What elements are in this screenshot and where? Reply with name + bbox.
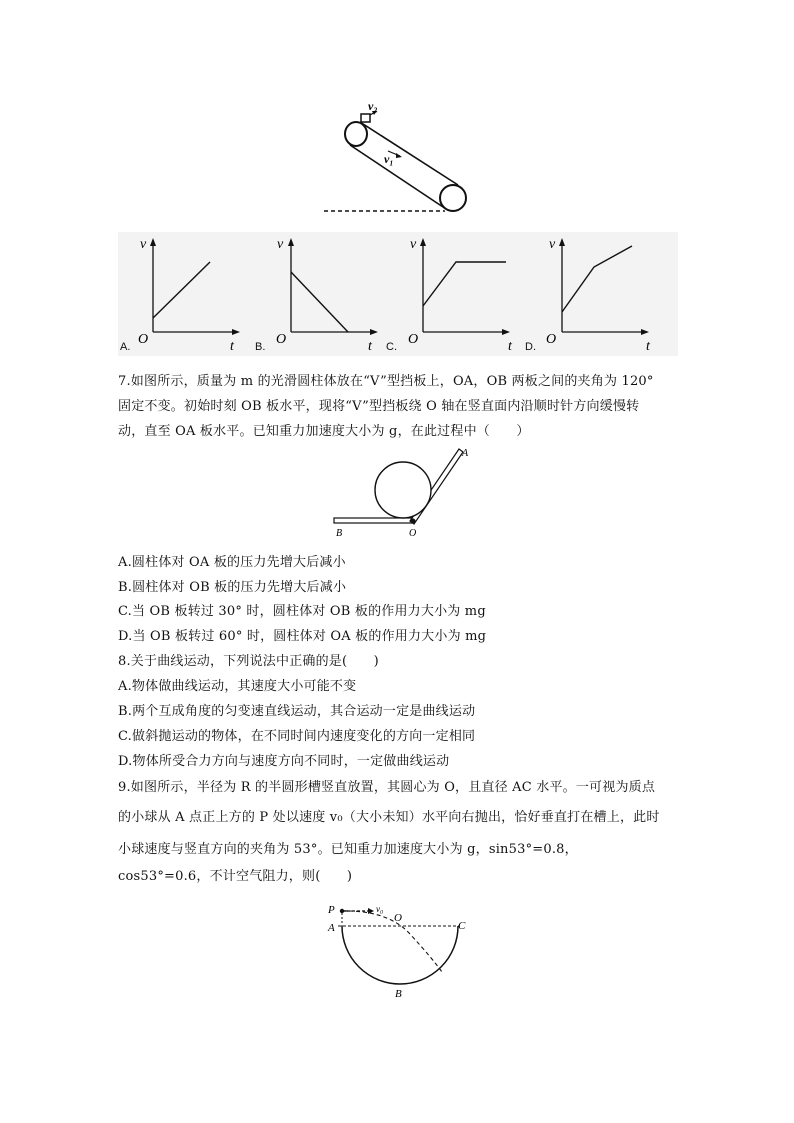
q7-option-c: C.当 OB 板转过 30° 时，圆柱体对 OB 板的作用力大小为 mg <box>118 604 486 619</box>
label-o: O <box>409 528 417 539</box>
svg-text:O: O <box>138 332 149 347</box>
graph-option-d: D. <box>525 341 536 353</box>
q7-line-2: 固定不变。初始时刻 OB 板水平，现将“V”型挡板绕 O 轴在竖直面内沿顺时针方向缓慢转 <box>118 399 640 414</box>
q9-line-2: 的小球从 A 点正上方的 P 处以速度 v₀（大小未知）水平向右抛出，恰好垂直打在槽上，此时 <box>118 810 660 825</box>
svg-text:t: t <box>646 339 650 354</box>
graph-c <box>408 237 513 354</box>
q7-line-1: 7.如图所示，质量为 m 的光滑圆柱体放在“V”型挡板上，OA，OB 两板之间的夹角为 120° <box>118 374 654 389</box>
label-o: O <box>394 912 402 924</box>
label-v0: v₀ <box>376 904 384 914</box>
label-b: B <box>395 988 402 1000</box>
graph-b <box>276 237 378 354</box>
label-p: P <box>328 904 335 916</box>
graph-option-a: A. <box>120 341 131 353</box>
svg-text:v: v <box>410 237 417 252</box>
q9-line-3: 小球速度与竖直方向的夹角为 53°。已知重力加速度大小为 g，sin53°=0.8， <box>118 842 578 857</box>
q7-option-d: D.当 OB 板转过 60° 时，圆柱体对 OA 板的作用力大小为 mg <box>118 629 487 644</box>
v1-label: v₁ <box>384 152 394 166</box>
svg-text:t: t <box>508 339 512 354</box>
q7-line-3: 动，直至 OA 板水平。已知重力加速度大小为 g，在此过程中（ ） <box>118 424 530 439</box>
label-c: C <box>458 920 466 932</box>
q8-stem: 8.关于曲线运动，下列说法中正确的是( ) <box>118 654 379 669</box>
label-a: A <box>462 448 469 459</box>
q7-option-b: B.圆柱体对 OB 板的压力先增大后减小 <box>118 580 347 595</box>
vt-graphs-panel <box>118 232 678 356</box>
graph-option-b: B. <box>255 341 266 353</box>
q9-line-4: cos53°=0.6，不计空气阻力，则( ) <box>118 869 353 884</box>
q9-line-1: 9.如图所示，半径为 R 的半圆形槽竖直放置，其圆心为 O，且直径 AC 水平。一可视为质点 <box>118 780 656 795</box>
q8-option-c: C.做斜抛运动的物体，在不同时间内速度变化的方向一定相同 <box>118 729 476 744</box>
graph-a <box>138 237 240 354</box>
graph-d <box>546 237 651 354</box>
svg-text:O: O <box>276 332 287 347</box>
v-board-cylinder-figure <box>330 446 480 541</box>
label-b: B <box>336 528 343 539</box>
q8-option-a: A.物体做曲线运动，其速度大小可能不变 <box>118 679 357 694</box>
v2-label: v₂ <box>368 99 378 113</box>
label-a: A <box>328 922 335 934</box>
svg-text:O: O <box>546 332 557 347</box>
q8-option-d: D.物体所受合力方向与速度方向不同时，一定做曲线运动 <box>118 754 450 769</box>
svg-text:t: t <box>230 339 234 354</box>
svg-text:O: O <box>408 332 419 347</box>
q8-option-b: B.两个互成角度的匀变速直线运动，其合运动一定是曲线运动 <box>118 704 476 719</box>
conveyor-belt-figure <box>320 96 480 216</box>
svg-text:v: v <box>549 237 556 252</box>
svg-text:v: v <box>140 237 147 252</box>
svg-text:t: t <box>368 339 372 354</box>
svg-text:v: v <box>277 237 284 252</box>
graph-option-c: C. <box>386 341 397 353</box>
q7-option-a: A.圆柱体对 OA 板的压力先增大后减小 <box>118 555 346 570</box>
semicircle-groove-figure <box>318 896 478 1004</box>
